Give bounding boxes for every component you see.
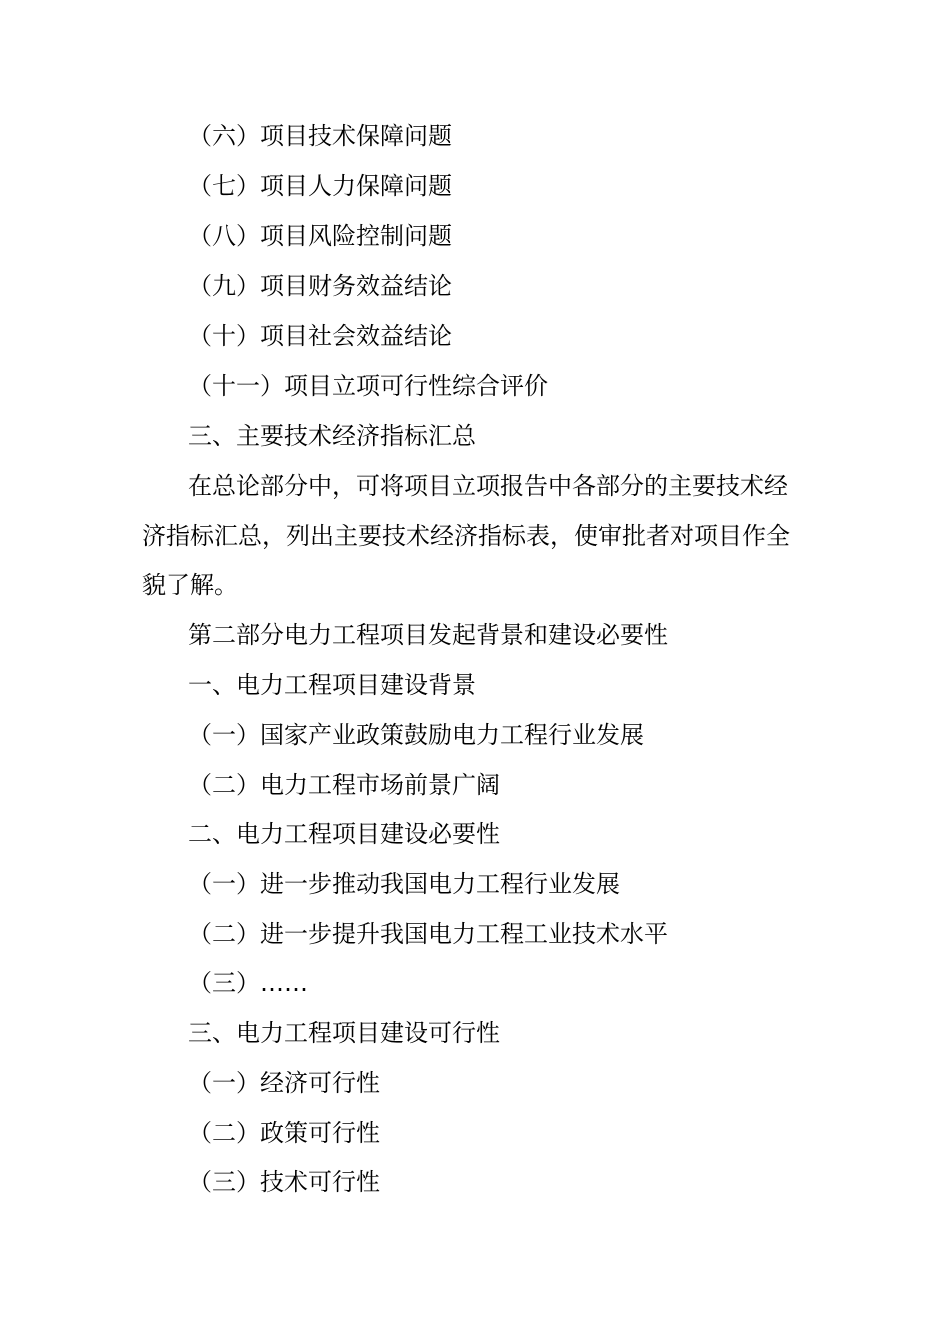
outline-item: （二）政策可行性 xyxy=(188,1119,380,1147)
outline-item: （一）进一步推动我国电力工程行业发展 xyxy=(188,870,620,898)
outline-item: （三）技术可行性 xyxy=(188,1168,380,1196)
outline-item: （一）经济可行性 xyxy=(188,1069,380,1097)
paragraph-line: 在总论部分中，可将项目立项报告中各部分的主要技术经 xyxy=(188,472,788,500)
outline-item-11: （十一）项目立项可行性综合评价 xyxy=(188,372,548,400)
paragraph-line: 济指标汇总，列出主要技术经济指标表，使审批者对项目作全 xyxy=(142,522,790,550)
outline-item-7: （七）项目人力保障问题 xyxy=(188,172,452,200)
section-heading: 三、电力工程项目建设可行性 xyxy=(188,1019,500,1047)
outline-item: （二）电力工程市场前景广阔 xyxy=(188,771,500,799)
outline-item-10: （十）项目社会效益结论 xyxy=(188,322,452,350)
outline-item-9: （九）项目财务效益结论 xyxy=(188,272,452,300)
paragraph-line: 貌了解。 xyxy=(142,571,238,599)
outline-item: （一）国家产业政策鼓励电力工程行业发展 xyxy=(188,721,644,749)
outline-item: （三）…… xyxy=(188,969,308,997)
part-heading: 第二部分电力工程项目发起背景和建设必要性 xyxy=(188,621,668,649)
outline-item-8: （八）项目风险控制问题 xyxy=(188,222,452,250)
section-heading: 三、主要技术经济指标汇总 xyxy=(188,422,476,450)
outline-item-6: （六）项目技术保障问题 xyxy=(188,122,452,150)
section-heading: 二、电力工程项目建设必要性 xyxy=(188,820,500,848)
outline-item: （二）进一步提升我国电力工程工业技术水平 xyxy=(188,920,668,948)
section-heading: 一、电力工程项目建设背景 xyxy=(188,671,476,699)
